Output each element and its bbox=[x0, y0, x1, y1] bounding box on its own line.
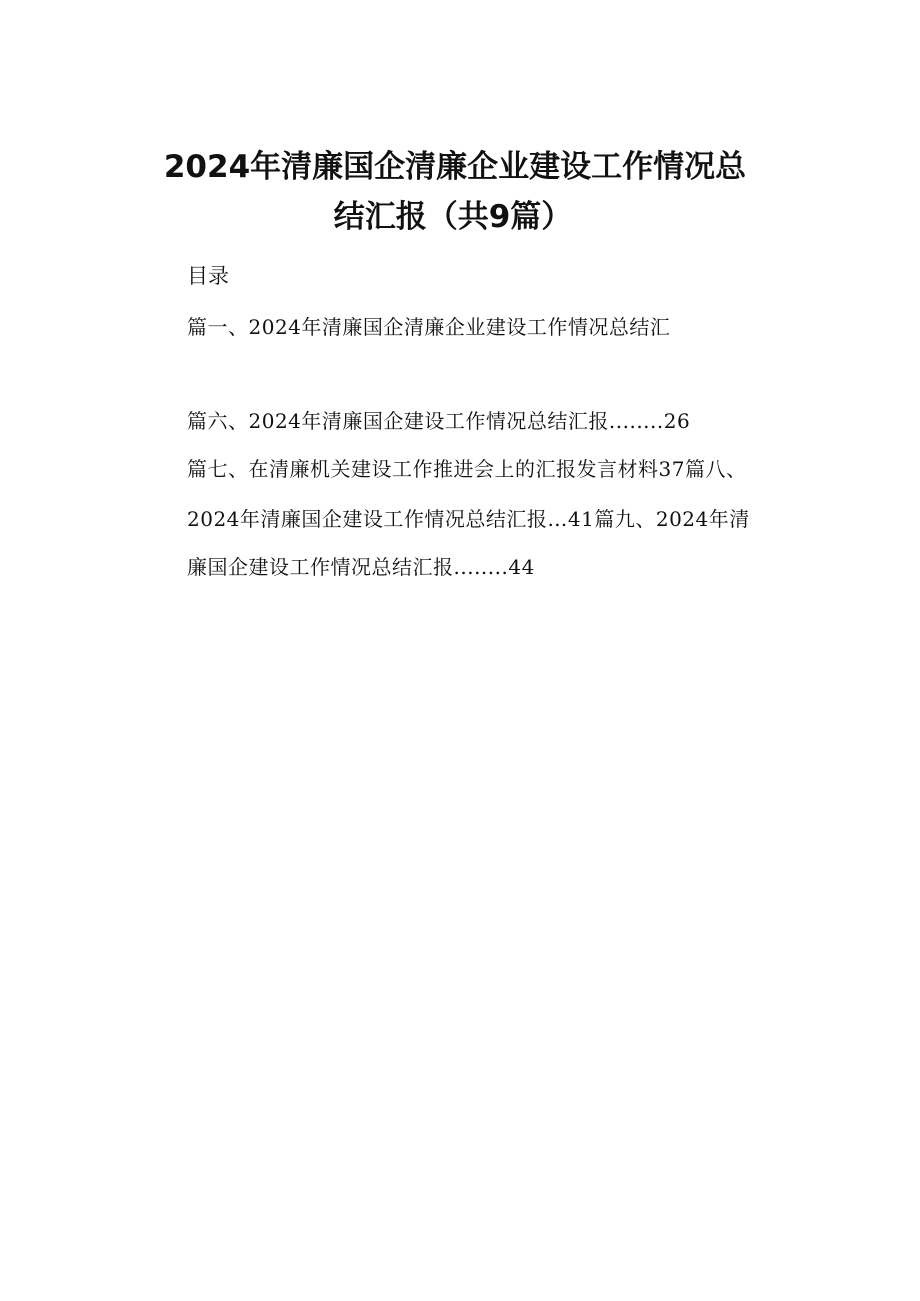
toc-entry: 篇一、2024年清廉国企清廉企业建设工作情况总结汇 bbox=[187, 315, 671, 339]
toc-heading: 目录 bbox=[187, 264, 229, 288]
document-title-line-1: 2024年清廉国企清廉企业建设工作情况总 bbox=[163, 149, 747, 185]
toc-entry: 篇六、2024年清廉国企建设工作情况总结汇报........26 bbox=[187, 409, 691, 433]
document-title-line-2: 结汇报（共9篇） bbox=[333, 199, 573, 235]
toc-entry: 廉国企建设工作情况总结汇报........44 bbox=[187, 555, 535, 579]
toc-entry: 2024年清廉国企建设工作情况总结汇报…41篇九、2024年清 bbox=[187, 507, 750, 531]
toc-entry: 篇七、在清廉机关建设工作推进会上的汇报发言材料37篇八、 bbox=[187, 457, 747, 481]
